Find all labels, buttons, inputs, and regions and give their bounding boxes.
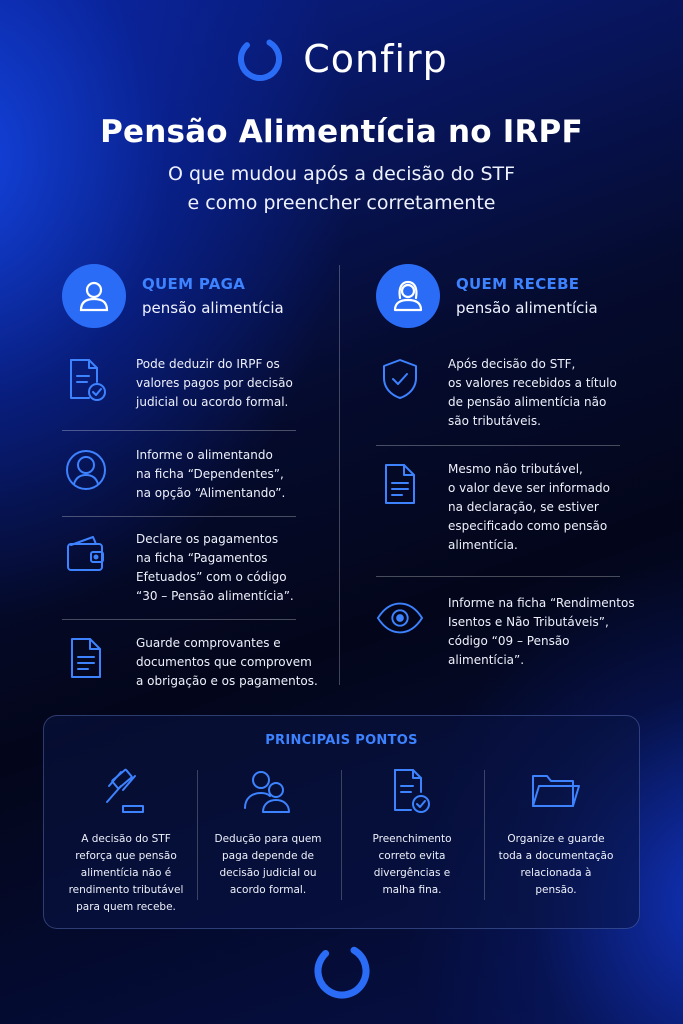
people-icon [240, 765, 296, 817]
point-line: toda a documentação [498, 850, 614, 862]
item-line: alimentícia. [448, 538, 518, 552]
left-column-title: QUEM PAGA [142, 275, 246, 293]
item-line: valores pagos por decisão [136, 376, 293, 390]
point-line: pensão. [535, 884, 577, 896]
page-title: Pensão Alimentícia no IRPF [100, 114, 583, 150]
list-item [376, 460, 651, 555]
point-line: rendimento tributável [68, 884, 184, 896]
item-line: Pode deduzir do IRPF os [136, 357, 280, 371]
document-icon [62, 634, 110, 682]
item-line: são tributáveis. [448, 414, 541, 428]
summary-title: PRINCIPAIS PONTOS [265, 733, 418, 748]
point-line: para quem recebe. [76, 901, 176, 913]
eye-icon [376, 594, 424, 642]
summary-point [56, 765, 196, 916]
woman-icon [376, 264, 440, 328]
right-column-header [376, 264, 598, 328]
folder-icon [528, 765, 584, 817]
item-line: Guarde comprovantes e [136, 636, 281, 650]
subtitle-line-2: e como preencher corretamente [187, 192, 496, 214]
point-line: decisão judicial ou [219, 867, 317, 879]
summary-point [198, 765, 338, 899]
point-line: acordo formal. [229, 884, 307, 896]
item-divider [62, 516, 296, 517]
item-divider [62, 619, 296, 620]
list-item [376, 594, 661, 670]
document-icon [376, 460, 424, 508]
point-line: divergências e [373, 867, 451, 879]
point-line: correto evita [378, 850, 446, 862]
item-line: na ficha “Dependentes”, [136, 467, 284, 481]
item-line: Isentos e Não Tributáveis”, [448, 615, 609, 629]
left-column-header [62, 264, 284, 328]
item-line: Informe na ficha “Rendimentos [448, 596, 635, 610]
shield-check-icon [376, 355, 424, 403]
ring-logo-icon [235, 34, 285, 84]
document-check-icon [62, 355, 110, 403]
item-line: documentos que comprovem [136, 655, 312, 669]
point-line: Dedução para quem [214, 833, 322, 845]
item-line: código “09 – Pensão [448, 634, 570, 648]
document-check-icon [384, 765, 440, 817]
point-line: reforça que pensão [75, 850, 177, 862]
item-line: “30 – Pensão alimentícia”. [136, 589, 294, 603]
ring-logo-icon [311, 940, 373, 1002]
right-column-title: QUEM RECEBE [456, 275, 580, 293]
column-divider [339, 265, 340, 685]
point-line: Preenchimento [372, 833, 452, 845]
list-item [62, 634, 337, 691]
person-circle-icon [62, 446, 110, 494]
list-item [62, 446, 324, 503]
item-divider [376, 445, 620, 446]
item-line: alimentícia”. [448, 653, 525, 667]
point-line: Organize e guarde [507, 833, 605, 845]
summary-point [486, 765, 626, 899]
item-line: na ficha “Pagamentos [136, 551, 268, 565]
item-line: Informe o alimentando [136, 448, 273, 462]
item-line: Mesmo não tributável, [448, 462, 583, 476]
item-line: Declare os pagamentos [136, 532, 279, 546]
item-line: a obrigação e os pagamentos. [136, 674, 318, 688]
list-item [376, 355, 651, 431]
item-line: na opção “Alimentando”. [136, 486, 286, 500]
point-divider [484, 770, 485, 900]
item-line: os valores recebidos a título [448, 376, 617, 390]
user-icon [62, 264, 126, 328]
item-line: na declaração, se estiver [448, 500, 599, 514]
page-subtitle [0, 160, 683, 218]
right-column-subtitle: pensão alimentícia [456, 299, 598, 317]
item-line: Efetuados” com o código [136, 570, 287, 584]
item-line: o valor deve ser informado [448, 481, 610, 495]
summary-point [342, 765, 482, 899]
wallet-icon [62, 530, 110, 578]
brand-name: Confirp [303, 37, 448, 81]
item-line: especificado como pensão [448, 519, 608, 533]
list-item [62, 355, 324, 412]
point-line: malha fina. [382, 884, 442, 896]
point-line: paga depende de [221, 850, 315, 862]
item-line: Após decisão do STF, [448, 357, 576, 371]
subtitle-line-1: O que mudou após a decisão do STF [167, 163, 516, 185]
item-line: judicial ou acordo formal. [136, 395, 289, 409]
item-divider [62, 430, 296, 431]
item-line: de pensão alimentícia não [448, 395, 607, 409]
point-line: alimentícia não é [80, 867, 172, 879]
gavel-icon [98, 765, 154, 817]
point-line: relacionada à [520, 867, 592, 879]
item-divider [376, 576, 620, 577]
left-column-subtitle: pensão alimentícia [142, 299, 284, 317]
brand-logo [0, 34, 683, 84]
point-line: A decisão do STF [81, 833, 171, 845]
list-item [62, 530, 332, 606]
